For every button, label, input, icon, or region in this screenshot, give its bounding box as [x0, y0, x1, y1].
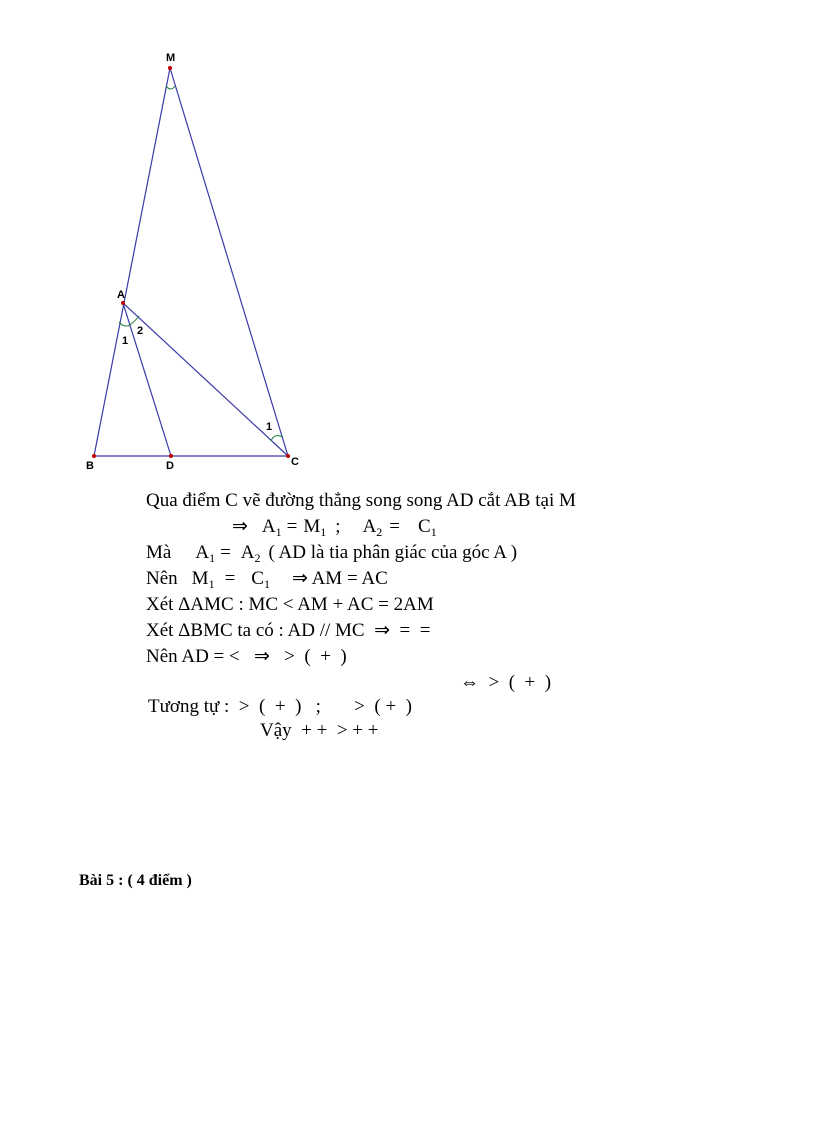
segment-mb [94, 68, 170, 456]
triangle-figure [0, 0, 816, 480]
line-6-text: Xét ΔBMC ta có : AD // MC ⇒ = = [146, 620, 431, 641]
line-5-text: Xét ΔAMC : MC < AM + AC = 2AM [146, 594, 434, 615]
angle-m: M [191, 568, 209, 589]
equals-sign: = [220, 542, 231, 563]
line-9-text: Tương tự : > ( + ) ; > ( + ) [148, 696, 413, 717]
segment-ac [123, 303, 288, 456]
text-line-6 [146, 620, 430, 642]
angle-a: A [240, 542, 255, 563]
subscript: 1 [209, 551, 216, 565]
label-d: D [166, 460, 174, 472]
angle-label-c1: 1 [266, 421, 273, 433]
angle-a: A [261, 516, 276, 537]
angle-m: M [303, 516, 321, 537]
conclusion-am-ac: ⇒ AM = AC [291, 568, 388, 589]
label-m: M [166, 52, 176, 64]
label-a: A [117, 289, 125, 301]
text-line-1 [146, 490, 576, 512]
label-c: C [291, 456, 299, 468]
angle-label-a1: 1 [122, 335, 129, 347]
label-b: B [86, 460, 94, 472]
subscript: 1 [263, 577, 270, 591]
word-nen: Nên [146, 568, 178, 589]
point-d [169, 454, 173, 458]
implies-symbol: ⇒ [232, 516, 248, 537]
point-a [121, 301, 125, 305]
angle-a: A [195, 542, 210, 563]
text-line-7 [146, 646, 347, 668]
text-line-3 [146, 542, 517, 569]
text-line-9 [148, 696, 412, 718]
line-1-text: Qua điểm C vẽ đường thẳng song song AD cắt AB tại M [146, 490, 576, 511]
subscript: 1 [208, 577, 215, 591]
angle-arc-c1 [271, 436, 283, 441]
angle-a: A [362, 516, 377, 537]
equals-sign: = [224, 568, 236, 589]
equals-sign: = [286, 516, 298, 537]
subscript: 1 [430, 525, 437, 539]
text-line-10 [260, 720, 378, 742]
angle-c: C [251, 568, 264, 589]
subscript: 2 [254, 551, 261, 565]
angle-arc-m [166, 86, 175, 89]
section-heading: Bài 5 : ( 4 điểm ) [79, 872, 192, 889]
text-line-5 [146, 594, 434, 616]
bisector-note: ( AD là tia phân giác của góc A ) [268, 542, 518, 563]
line-10-text: Vậy + + > + + [260, 720, 379, 741]
equals-sign: = [389, 516, 401, 537]
line-7-text: Nên AD = < ⇒ > ( + ) [146, 646, 347, 667]
word-ma: Mà [146, 542, 172, 563]
angle-c: C [418, 516, 431, 537]
segment-mc [170, 68, 288, 456]
point-b [92, 454, 96, 458]
point-c [286, 454, 290, 458]
subscript: 1 [320, 525, 327, 539]
text-line-4 [146, 568, 388, 595]
semicolon: ; [335, 516, 341, 537]
angle-label-a2: 2 [137, 325, 144, 337]
text-line-8 [460, 672, 551, 694]
point-m [168, 66, 172, 70]
line-8-text: ⇔ > ( + ) [460, 672, 552, 693]
text-line-2 [232, 516, 437, 543]
subscript: 2 [376, 525, 383, 539]
subscript: 1 [275, 525, 282, 539]
angle-arc-a2 [130, 316, 139, 325]
